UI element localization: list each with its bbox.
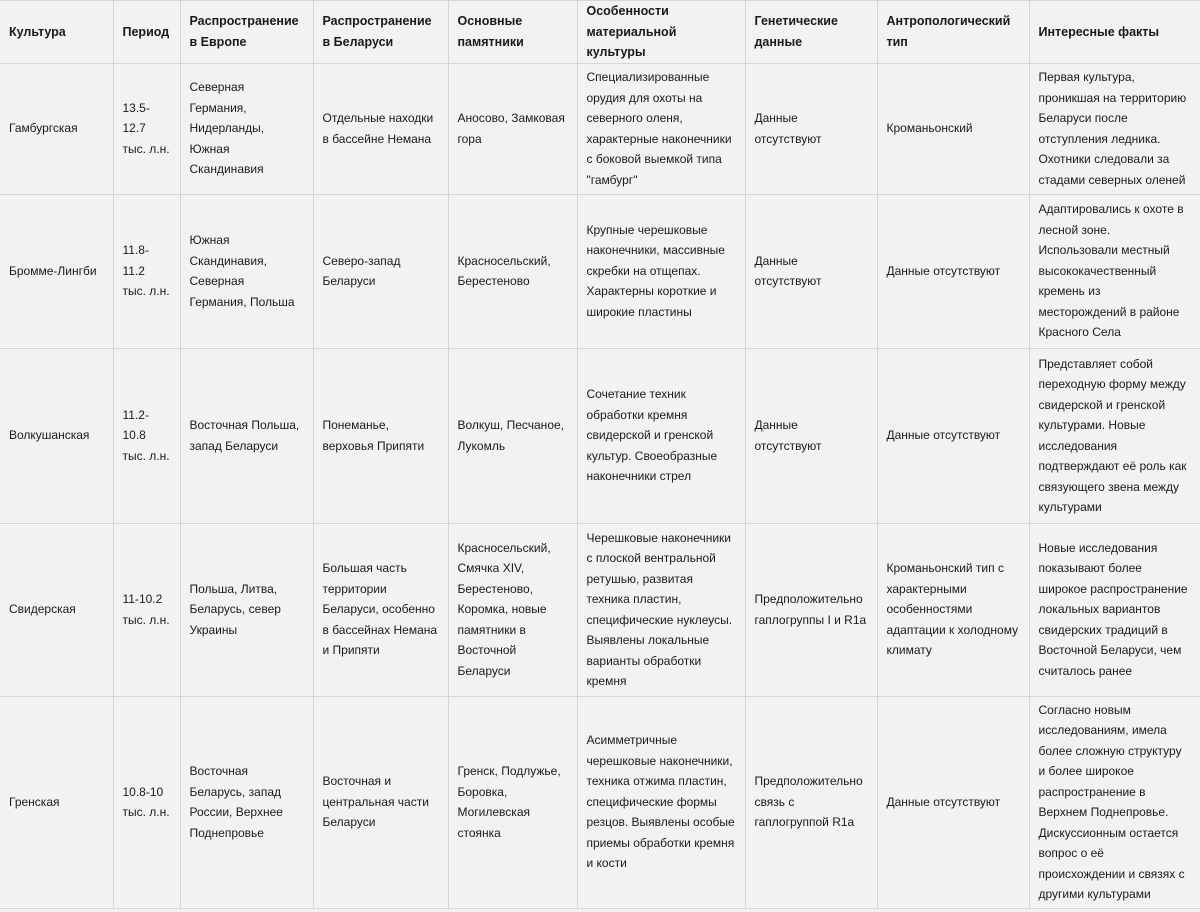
cell-genetics: Данные отсутствуют [745,194,877,348]
cell-sites: Волкуш, Песчаное, Лукомль [448,348,577,523]
table-body [0,63,1200,908]
cell-anthropology: Данные отсутствуют [877,348,1029,523]
header-belarus: Распространение в Беларуси [313,1,448,64]
cell-anthropology: Данные отсутствуют [877,194,1029,348]
cell-facts: Адаптировались к охоте в лесной зоне. Использовали местный высококачественный кремень из месторождений в районе Красного Села [1029,194,1200,348]
header-europe: Распространение в Европе [180,1,313,64]
cell-period: 11.8-11.2 тыс. л.н. [113,194,180,348]
header-culture: Культура [0,1,113,64]
cell-period: 11.2-10.8 тыс. л.н. [113,348,180,523]
cell-facts: Первая культура, проникшая на территорию Беларуси после отступления ледника. Охотники следовали за стадами северных оленей [1029,63,1200,194]
cell-material: Асимметричные черешковые наконечники, техника отжима пластин, специфические формы резцов. Выявлены особые приемы обработки кремня и кости [577,696,745,908]
cell-anthropology: Кроманьонский тип с характерными особенностями адаптации к холодному климату [877,523,1029,696]
table-row [0,63,1200,194]
cell-material: Крупные черешковые наконечники, массивные скребки на отщепах. Характерны короткие и широкие пластины [577,194,745,348]
header-genetics: Генетические данные [745,1,877,64]
header-sites: Основные памятники [448,1,577,64]
cell-belarus: Северо-запад Беларуси [313,194,448,348]
cell-period: 11-10.2 тыс. л.н. [113,523,180,696]
table-row [0,696,1200,908]
header-anthropology: Антропологический тип [877,1,1029,64]
cell-material: Сочетание техник обработки кремня свидерской и гренской культур. Своеобразные наконечники стрел [577,348,745,523]
cell-belarus: Отдельные находки в бассейне Немана [313,63,448,194]
cell-culture: Гренская [0,696,113,908]
cell-facts: Согласно новым исследованиям, имела более сложную структуру и более широкое распространение в Верхнем Поднепровье. Дискуссионным остается вопрос о её происхождении и связях с другими культурами [1029,696,1200,908]
cell-culture: Бромме-Лингби [0,194,113,348]
cell-europe: Польша, Литва, Беларусь, север Украины [180,523,313,696]
cell-sites: Аносово, Замковая гора [448,63,577,194]
cell-facts: Представляет собой переходную форму между свидерской и гренской культурами. Новые исследования подтверждают её роль как связующего звена между культурами [1029,348,1200,523]
table-row [0,523,1200,696]
table-header [0,1,1200,64]
cell-europe: Северная Германия, Нидерланды, Южная Скандинавия [180,63,313,194]
cell-material: Черешковые наконечники с плоской вентральной ретушью, развитая техника пластин, специфические нуклеусы. Выявлены локальные варианты обработки кремня [577,523,745,696]
cell-belarus: Большая часть территории Беларуси, особенно в бассейнах Немана и Припяти [313,523,448,696]
table-row [0,348,1200,523]
cell-culture: Волкушанская [0,348,113,523]
header-row [0,1,1200,64]
cell-genetics: Данные отсутствуют [745,63,877,194]
cell-genetics: Данные отсутствуют [745,348,877,523]
cell-facts: Новые исследования показывают более широкое распространение локальных вариантов свидерских традиций в Восточной Беларуси, чем считалось ранее [1029,523,1200,696]
cell-belarus: Восточная и центральная части Беларуси [313,696,448,908]
header-period: Период [113,1,180,64]
cell-sites: Гренск, Подлужье, Боровка, Могилевская стоянка [448,696,577,908]
cell-europe: Восточная Польша, запад Беларуси [180,348,313,523]
cell-sites: Красносельский, Берестеново [448,194,577,348]
cell-period: 13.5-12.7 тыс. л.н. [113,63,180,194]
header-facts: Интересные факты [1029,1,1200,64]
cell-period: 10.8-10 тыс. л.н. [113,696,180,908]
cell-europe: Восточная Беларусь, запад России, Верхнее Поднепровье [180,696,313,908]
cell-europe: Южная Скандинавия, Северная Германия, Польша [180,194,313,348]
cell-anthropology: Данные отсутствуют [877,696,1029,908]
cell-sites: Красносельский, Смячка XIV, Берестеново, Коромка, новые памятники в Восточной Беларуси [448,523,577,696]
table-row [0,194,1200,348]
cell-genetics: Предположительно связь с гаплогруппой R1a [745,696,877,908]
cell-culture: Свидерская [0,523,113,696]
cell-belarus: Понеманье, верховья Припяти [313,348,448,523]
cell-culture: Гамбургская [0,63,113,194]
header-material: Особенности материальной культуры [577,1,745,64]
cell-genetics: Предположительно гаплогруппы I и R1a [745,523,877,696]
cell-anthropology: Кроманьонский [877,63,1029,194]
cell-material: Специализированные орудия для охоты на северного оленя, характерные наконечники с боковой выемкой типа "гамбург" [577,63,745,194]
